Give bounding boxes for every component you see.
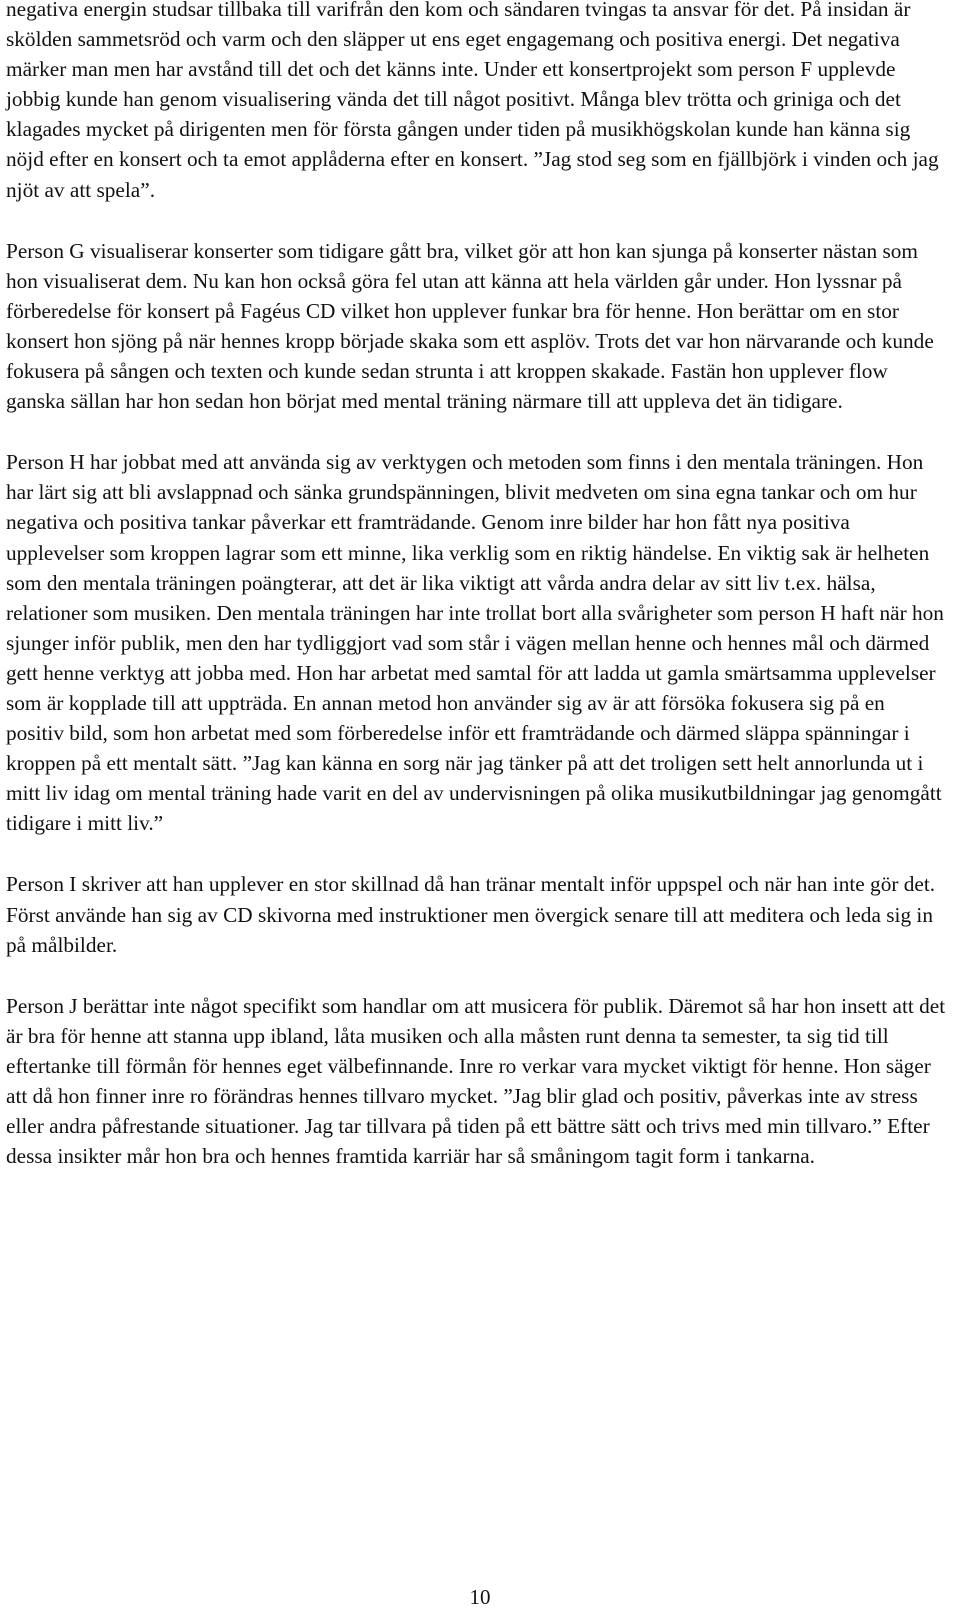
paragraph-person-i: Person I skriver att han upplever en stor skillnad då han tränar mentalt inför uppspel och när han inte gör det. Först använde han sig av CD skivorna med instruktioner men övergick senare till att meditera och leda sig in på målbilder. — [6, 872, 936, 957]
paragraph-person-g: Person G visualiserar konserter som tidigare gått bra, vilket gör att hon kan sjunga på konserter nästan som hon visualiserat dem. Nu kan hon också göra fel utan att känna att hela världen går under. Hon lyssnar på förberedelse för konsert på Fagéus CD vilket hon upplever funkar bra för henne. Hon berättar om en stor konsert hon sjöng på när hennes kropp började skaka som ett asplöv. Trots det var hon närvarande och kunde fokusera på sången och texten och kunde sedan strunta i att kroppen skakade. Fastän hon upplever flow ganska sällan har hon sedan hon börjat med mental träning närmare till att uppleva det än tidigare. — [6, 238, 934, 414]
body-text — [6, 0, 946, 1202]
paragraph-person-j: Person J berättar inte något specifikt som handlar om att musicera för publik. Däremot så har hon insett att det är bra för henne att stanna upp ibland, låta musiken och alla måsten runt denna ta semester, ta sig tid till eftertanke till förmån för hennes eget välbefinnande. Inre ro verkar vara mycket viktigt för henne. Hon säger att då hon finner inre ro förändras hennes tillvaro mycket. ”Jag blir glad och positiv, påverkas inte av stress eller andra påfrestande situationer. Jag tar tillvara på tiden på ett bättre sätt och trivs med min tillvaro.” Efter dessa insikter mår hon bra och hennes framtida karriär har så småningom tagit form i tankarna. — [6, 993, 946, 1169]
paragraph-person-f: negativa energin studsar tillbaka till varifrån den kom och sändaren tvingas ta ansvar för det. På insidan är skölden sammetsröd och varm och den släpper ut ens eget engagemang och positiva energi. Det negativa märker man men har avstånd till det och det känns inte. Under ett konsertprojekt som person F upplevde jobbig kunde han genom visualisering vända det till något positivt. Många blev trötta och griniga och det klagades mycket på dirigenten men för första gången under tiden på musikhögskolan kunde han känna sig nöjd efter en konsert och ta emot applåderna efter en konsert. ”Jag stod seg som en fjällbjörk i vinden och jag njöt av att spela”. — [6, 0, 939, 202]
paragraph-person-h: Person H har jobbat med att använda sig av verktygen och metoden som finns i den mentala träningen. Hon har lärt sig att bli avslappnad och sänka grundspänningen, blivit medveten om sina egna tankar och om hur negativa och positiva tankar påverkar ett framträdande. Genom inre bilder har hon fått nya positiva upplevelser som kroppen lagrar som ett minne, lika verklig som en riktig händelse. En viktig sak är helheten som den mentala träningen poängterar, att det är lika viktigt att vårda andra delar av sitt liv t.ex. hälsa, relationer som musiken. Den mentala träningen har inte trollat bort alla svårigheter som person H haft när hon sjunger inför publik, men den har tydliggjort vad som står i vägen mellan henne och hennes mål och därmed gett henne verktyg att jobba med. Hon har arbetat med samtal för att ladda ut gamla smärtsamma upplevelser som är kopplade till att uppträda. En annan metod hon använder sig av är att försöka fokusera sig på en positiv bild, som hon arbetat med som förberedelse inför ett framträdande och därmed släppa spänningar i kroppen på ett mentalt sätt. ”Jag kan känna en sorg när jag tänker på att det troligen sett helt annorlunda ut i mitt liv idag om mental träning hade varit en del av undervisningen på olika musikutbildningar jag genomgått tidigare i mitt liv.” — [6, 450, 944, 836]
page-number: 10 — [469, 1585, 491, 1609]
